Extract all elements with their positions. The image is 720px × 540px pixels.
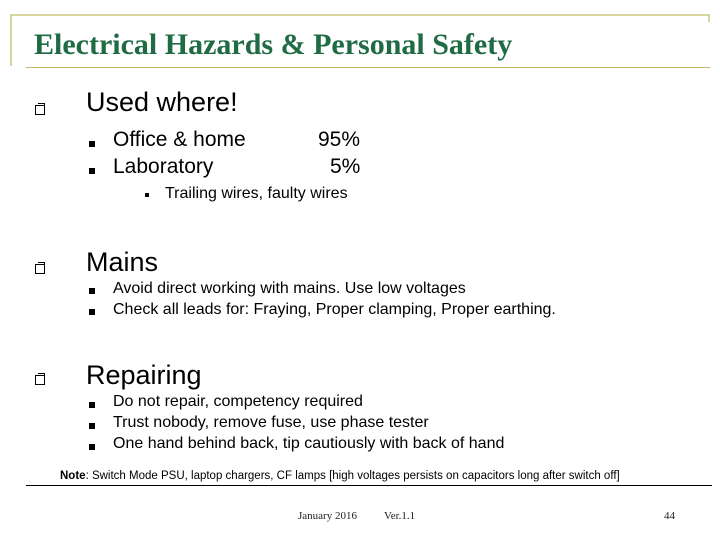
list-item: Check all leads for: Fraying, Proper clamping, Proper earthing. [113,301,556,318]
footer-date: January 2016 [298,510,357,522]
note-text: : Switch Mode PSU, laptop chargers, CF lamps [high voltages persists on capacitors long after switch off] [85,470,620,482]
list-item-value: 5% [330,155,361,178]
small-square-bullet-icon [145,193,149,197]
list-item: One hand behind back, tip cautiously with back of hand [113,435,505,452]
page-number: 44 [664,510,675,522]
footer-divider [26,485,712,486]
list-item: Avoid direct working with mains. Use low voltages [113,280,466,297]
checkbox-bullet-icon [35,105,45,115]
section-heading-used-where: Used where! [86,87,238,117]
square-bullet-icon [89,444,95,450]
square-bullet-icon [89,288,95,294]
note-label: Note [60,470,86,482]
section-heading-mains: Mains [86,247,159,277]
square-bullet-icon [89,168,95,174]
square-bullet-icon [89,402,95,408]
frame-left-bar [10,14,12,66]
square-bullet-icon [89,141,95,147]
note [60,470,620,482]
sub-list-item: Trailing wires, faulty wires [165,185,348,202]
frame-right-tick [708,14,710,22]
frame-top-bar [10,14,710,16]
list-item: Do not repair, competency required [113,393,363,410]
square-bullet-icon [89,423,95,429]
slide-title: Electrical Hazards & Personal Safety [34,28,513,61]
section-heading-repairing: Repairing [86,360,202,390]
title-divider [26,67,710,68]
checkbox-bullet-icon [35,375,45,385]
list-item-label: Laboratory [113,155,214,178]
list-item-value: 95% [318,128,361,151]
square-bullet-icon [89,309,95,315]
checkbox-bullet-icon [35,264,45,274]
list-item: Trust nobody, remove fuse, use phase tester [113,414,429,431]
list-item-label: Office & home [113,128,246,151]
footer-version: Ver.1.1 [384,510,416,522]
